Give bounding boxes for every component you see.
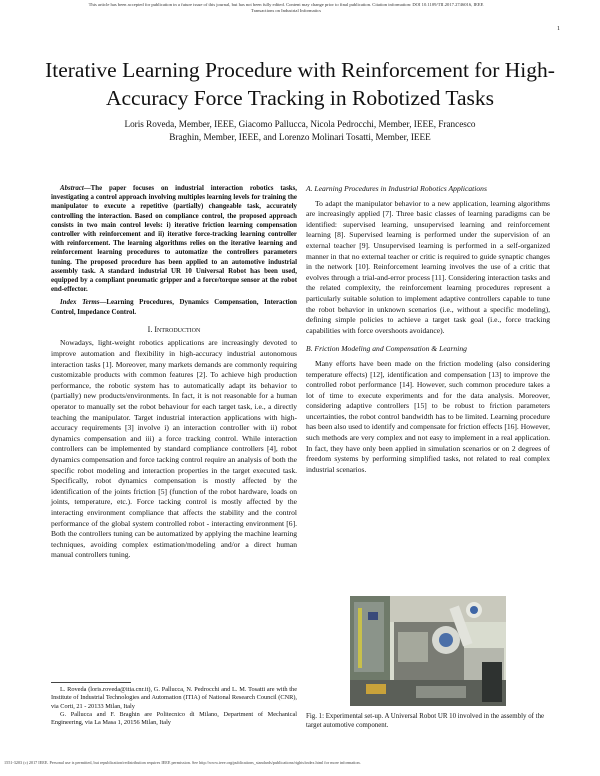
abstract bbox=[51, 184, 297, 294]
authors-line2: Braghin, Member, IEEE, and Lorenzo Molinari Tosatti, Member, IEEE bbox=[169, 132, 431, 142]
abstract-label: Abstract bbox=[60, 185, 84, 192]
figure-caption: Fig. 1: Experimental set-up. A Universal Robot UR 10 involved in the assembly of the target automotive component. bbox=[306, 713, 545, 729]
footnote bbox=[51, 686, 297, 727]
section-b-heading: B. Friction Modeling and Compensation & Learning bbox=[306, 344, 467, 354]
index-terms-text: —Learning Procedures, Dynamics Compensation, Interaction Control, Impedance Control. bbox=[51, 299, 297, 316]
experimental-setup-photo bbox=[306, 592, 550, 710]
section-a-paragraph: To adapt the manipulator behavior to a new application, learning algorithms are increasingly applied [7]. Three basic classes of learning paradigms can be identified: supervised learning, unsupervised learning and reinforcement learning [8]. Supervised learning is performed under the supervision of an external teacher [9]. Unsupervised learning is performed in a self-organized manner in that no external teacher or critic is required to guide synaptic changes in the network [10]. Reinforcement learning involves the use of a critic that evolves through a trial-and-error process [11]. Considering interaction tasks and the related complexity, the reinforcement learning procedures represent a particularly suitable solution to implement adaptive controllers capable to tune the robot behavior in unknown scenarios (i.e., without a specific modeling), defining simple policies to achieve a target task goal (i.e., force tracking capabilities with force overshoots avoidance). bbox=[306, 198, 550, 335]
section-b-paragraph: Many efforts have been made on the friction modeling (also considering temperature effects) [12], identification and compensation [13] to improve the controlled robot performance [14]. However, such common procedure takes a lot of time to execute experiments and for the data analysis. Moreover, considering adaptive controllers [15] to be robust to friction parameters uncertainties, the robot control bandwidth has to be limited. Learning procedure has been also used to identify and compensate for friction effects [16]. However, such methods are very complex and not easy to implement in a real application. In fact, they have only been applied in simulation scenarios or on 2 degrees of freedom systems by performing simplified tasks, not related to real complex industrial scenarios. bbox=[306, 358, 550, 474]
left-column bbox=[51, 184, 297, 561]
header-citation-note bbox=[6, 2, 566, 13]
footnote-affiliation-1: L. Roveda (loris.roveda@itia.cnr.it), G. Pallucca, N. Pedrocchi and L. M. Tosatti are with the Institute of Industrial Technologies and Automation (ITIA) of National Research Council (CNR), via Corti, 21 - 20133 Milan, Italy bbox=[51, 686, 297, 710]
footnote-affiliation-2: G. Pallucca and F. Braghin are Politecnico di Milano, Department of Mechanical Engineering, via La Masa 1, 20156 Milan, Italy bbox=[51, 710, 297, 727]
authors-line1: Loris Roveda, Member, IEEE, Giacomo Pallucca, Nicola Pedrocchi, Member, IEEE, Francesco bbox=[124, 119, 476, 129]
copyright-footer: 1551-3203 (c) 2017 IEEE. Personal use is permitted, but republication/redistribution requires IEEE permission. See http://www.ieee.org/publications_standards/publications/rights/index.html for more information. bbox=[4, 760, 361, 765]
right-column bbox=[306, 184, 550, 475]
abstract-text: —The paper focuses on industrial interaction robotics tasks, investigating a control approach involving multiples learning levels for training the manipulator to execute a repetitive (partially) changeable task, accurately controlling the interaction. Based on compliance control, the proposed approach consists in two main control levels: i) iterative friction learning compensation controller with reinforcement and ii) iterative force-tracking learning controller with reinforcement. The learning algorithms relies on the iterative learning and reinforcement learning procedures to automatize the controllers parameters tuning. The proposed procedure has been applied to an automotive industrial assembly task. A standard industrial UR 10 Universal Robot has been used, equipped by a compliant pneumatic gripper and a force/torque sensor at the robot end-effector. bbox=[51, 185, 297, 294]
header-note-line1: This article has been accepted for publication in a future issue of this journal, but has not been fully edited. Content may change prior to final publication. Citation information: DOI 10.1109/TII.2017.2746016, IEEE bbox=[88, 2, 484, 7]
section-a-heading: A. Learning Procedures in Industrial Robotics Applications bbox=[306, 184, 487, 193]
author-list bbox=[60, 118, 540, 144]
intro-paragraph: Nowadays, light-weight robotics applications are increasingly devoted to improve automation and flexibility in high-accuracy industrial autonomous interaction tasks [1]. Moreover, many markets demands are commonly requiring customizable products with common features [2]. To achieve high production performance, the robotic system has to automatically adapt its behavior to (partially) new products/environments. In fact, it is not reasonable for a human operator to manually set the robot behaviour for each target task, i.e., a directly teaching the manipulator. Target industrial interaction applications with high-accuracy requirements [3] involve i) an interaction controller with ii) robot dynamics compensation and iii) a force tracking control. While interaction controllers can be implemented by standard compliance controllers [4], robot dynamics compensation and force tacking control require an analysis of both the specific robot modeling and interaction properties in the target executed task. Specifically, robot dynamics compensation is mostly affected by the identification of the joints friction [5] (function of the robot hardware, loads on joints, temperature, etc.). Force tacking control is mostly affected by the interacting environment compliance that affects the stability and the control performance of the global system controlled robot - interacting environment [6]. Both the controllers tuning can be automatized by applying the machine learning techniques, avoiding complex estimation/modeling and/or a direct human manual controllers tuning. bbox=[51, 338, 297, 560]
index-terms bbox=[51, 298, 297, 316]
footnote-rule bbox=[51, 682, 131, 683]
page-number: 1 bbox=[557, 26, 560, 32]
index-terms-label: Index Terms bbox=[60, 299, 100, 307]
intro-heading: I. Introduction bbox=[147, 324, 201, 334]
header-note-line2: Transactions on Industrial Informatics bbox=[250, 7, 322, 13]
paper-title: Iterative Learning Procedure with Reinforcement for High-Accuracy Force Tracking in Robotized Tasks bbox=[45, 58, 555, 110]
